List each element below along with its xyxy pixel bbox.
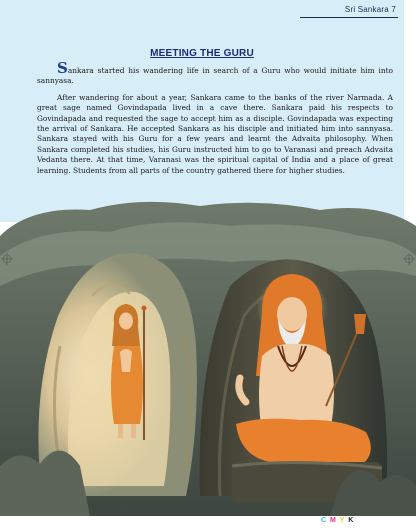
paragraph-2: After wandering for about a year, Sankara came to the banks of the river Narmada. A great sage named Govindapada lived in a cave there. Sankara paid his respects to Govindapada and requested the sage to accept him as a disciple. Govindapada was expecting the arrival of Sankara. He accepted Sankara as his disciple and initiated him into sannyasa. Sankara stayed with his Guru for a few years and learnt the Advaita philosophy. When Sankara completed his studies, his Guru instructed him to go to Varanasi and preach Advaita Vedanta there. At that time, Varanasi was the spiritual capital of India and a place of great learning. Students from all parts of the country gathered there for higher studies.: [37, 92, 393, 175]
paragraph-1: [37, 59, 393, 87]
running-head-rule: [300, 17, 398, 18]
running-head: Sri Sankara 7: [344, 5, 396, 14]
cmyk-c: C: [321, 517, 328, 524]
cave-illustration: [0, 196, 416, 516]
registration-mark-left: [1, 253, 13, 265]
cmyk-m: M: [330, 517, 337, 524]
chapter-body: [37, 59, 393, 182]
chapter-title: MEETING THE GURU: [150, 48, 254, 59]
cmyk-print-marks: [321, 517, 354, 524]
drop-cap: S: [57, 59, 68, 77]
cmyk-y: Y: [339, 517, 346, 524]
registration-mark-right: [403, 253, 415, 265]
cmyk-k: K: [348, 517, 355, 524]
paragraph-1-text: ankara started his wandering life in search of a Guru who would initiate him into sannyasa.: [37, 66, 393, 86]
